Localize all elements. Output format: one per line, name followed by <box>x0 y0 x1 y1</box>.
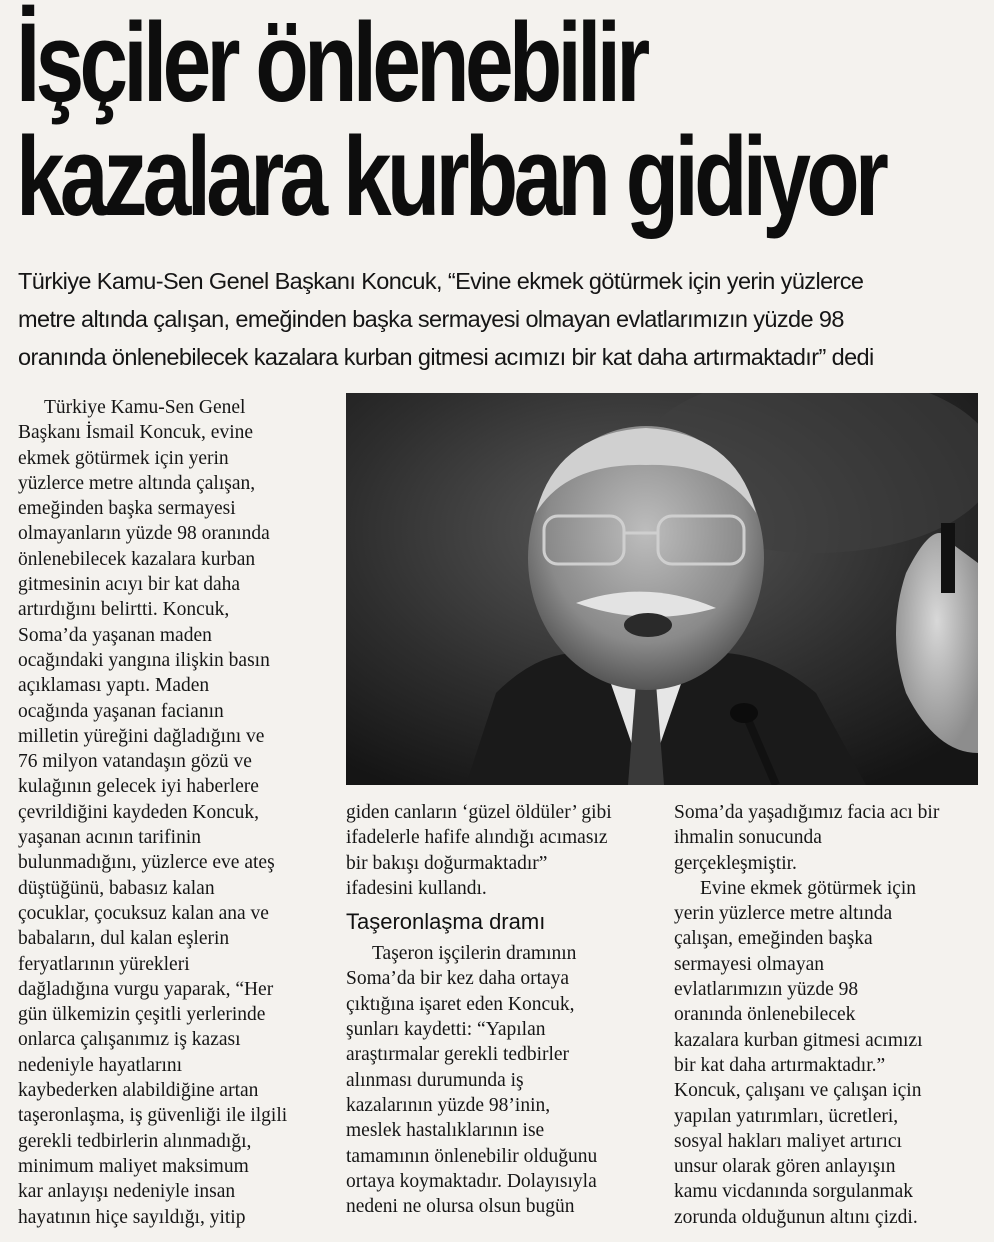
body-line: milletin yüreğini dağladığını ve <box>18 725 265 747</box>
body-line: ifadelerle hafife alındığı acımasız <box>346 827 608 849</box>
body-line: yaşanan acının tarifinin <box>18 827 202 849</box>
body-line: gerçekleşmiştir. <box>674 852 797 874</box>
body-line: gün ülkemizin çeşitli yerlerinde <box>18 1004 266 1026</box>
body-line: kamu vicdanında sorgulanmak <box>674 1181 913 1203</box>
body-line: bir bakışı doğurmaktadır” <box>346 852 548 874</box>
body-line: Evine ekmek götürmek için <box>700 877 917 899</box>
body-line: gerekli tedbirlerin alınmadığı, <box>18 1130 252 1152</box>
body-line: Koncuk, çalışanı ve çalışan için <box>674 1080 922 1102</box>
body-line: önlenebilecek kazalara kurban <box>18 548 256 570</box>
body-line: oranında önlenebilecek <box>674 1004 856 1026</box>
deck-line: Türkiye Kamu-Sen Genel Başkanı Koncuk, “Evine ekmek götürmek için yerin yüzlerce <box>18 268 864 294</box>
body-line: kulağının gelecek iyi haberlere <box>18 776 259 798</box>
body-line: dağladığına vurgu yaparak, “Her <box>18 978 274 1000</box>
body-line: çevrildiğini kaydeden Koncuk, <box>18 801 259 823</box>
body-line: meslek hastalıklarının ise <box>346 1120 545 1142</box>
body-line: kar anlayışı nedeniyle insan <box>18 1181 236 1203</box>
body-line: tamamının önlenebilir olduğunu <box>346 1145 598 1167</box>
body-line: çalışan, emeğinden başka <box>674 928 873 950</box>
speaker-photo-illustration <box>346 393 978 785</box>
body-line: ortaya koymaktadır. Dolayısıyla <box>346 1170 597 1192</box>
body-line: ocağında yaşanan facianın <box>18 700 224 722</box>
body-line: yüzlerce metre altında çalışan, <box>18 472 256 494</box>
body-line: unsur olarak gören anlayışın <box>674 1156 896 1178</box>
body-line: artırdığını belirtti. Koncuk, <box>18 599 230 621</box>
headline <box>16 0 885 239</box>
body-line: evlatlarımızın yüzde 98 <box>674 979 859 1001</box>
body-line: Başkanı İsmail Koncuk, evine <box>18 422 254 444</box>
article-column-1 <box>18 395 338 1230</box>
body-line: nedeni ne olursa olsun bugün <box>346 1196 575 1218</box>
deck <box>18 262 978 376</box>
deck-line: metre altında çalışan, emeğinden başka sermayesi olmayan evlatlarımızın yüzde 98 <box>18 306 844 332</box>
body-line: açıklaması yaptı. Maden <box>18 675 210 697</box>
body-line: bir kat daha artırmaktadır.” <box>674 1054 886 1076</box>
body-line: hayatının hiçe sayıldığı, yitip <box>18 1206 246 1228</box>
section-subhead: Taşeronlaşma dramı <box>346 909 546 935</box>
body-line: feryatlarının yürekleri <box>18 953 190 975</box>
body-line: sermayesi olmayan <box>674 953 824 975</box>
body-line: araştırmalar gerekli tedbirler <box>346 1044 570 1066</box>
body-line: Soma’da yaşadığımız facia acı bir <box>674 802 940 823</box>
body-line: Türkiye Kamu-Sen Genel <box>44 397 246 418</box>
body-line: kaybederken alabildiğine artan <box>18 1080 259 1102</box>
body-line: taşeronlaşma, iş güvenliği ile ilgili <box>18 1105 288 1127</box>
body-line: giden canların ‘güzel öldüler’ gibi <box>346 802 612 823</box>
headline-line-2: kazalara kurban gidiyor <box>16 114 885 239</box>
body-line: nedeniyle hayatlarını <box>18 1054 183 1076</box>
body-line: babaların, dul kalan eşlerin <box>18 928 230 950</box>
body-line: 76 milyon vatandaşın gözü ve <box>18 751 252 773</box>
article-column-2 <box>346 800 646 1219</box>
body-line: zorunda olduğunun altını çizdi. <box>674 1206 918 1228</box>
body-line: onlarca çalışanımız iş kazası <box>18 1029 241 1051</box>
body-line: şunları kaydetti: “Yapılan <box>346 1019 546 1041</box>
article-photo <box>346 393 978 785</box>
body-line: sosyal hakları maliyet artırıcı <box>674 1130 902 1152</box>
body-line: ihmalin sonucunda <box>674 827 822 849</box>
deck-line: oranında önlenebilecek kazalara kurban gitmesi acımızı bir kat daha artırmaktadır” dedi <box>18 344 874 370</box>
body-line: yerin yüzlerce metre altında <box>674 903 893 925</box>
body-line: kazalara kurban gitmesi acımızı <box>674 1029 923 1051</box>
body-line: Taşeron işçilerin dramının <box>372 943 577 965</box>
body-line: minimum maliyet maksimum <box>18 1155 249 1177</box>
body-line: alınması durumunda iş <box>346 1069 524 1091</box>
body-line: düştüğünü, babasız kalan <box>18 877 215 899</box>
body-line: kazalarının yüzde 98’inin, <box>346 1094 551 1116</box>
body-line: ifadesini kullandı. <box>346 877 487 899</box>
body-line: bulunmadığını, yüzlerce eve ateş <box>18 852 275 874</box>
body-line: olmayanların yüzde 98 oranında <box>18 523 270 545</box>
body-line: emeğinden başka sermayesi <box>18 498 236 520</box>
body-line: ekmek götürmek için yerin <box>18 447 229 469</box>
body-line: Soma’da yaşanan maden <box>18 624 212 646</box>
body-line: ocağındaki yangına ilişkin basın <box>18 649 270 671</box>
body-line: çıktığına işaret eden Koncuk, <box>346 993 575 1015</box>
body-line: çocuklar, çocuksuz kalan ana ve <box>18 902 269 924</box>
body-line: gitmesinin acıyı bir kat daha <box>18 574 241 596</box>
body-line: Soma’da bir kez daha ortaya <box>346 968 570 990</box>
headline-line-1: İşçiler önlenebilir <box>16 0 646 125</box>
body-line: yapılan yatırımları, ücretleri, <box>674 1105 899 1127</box>
article-column-3 <box>674 800 984 1230</box>
